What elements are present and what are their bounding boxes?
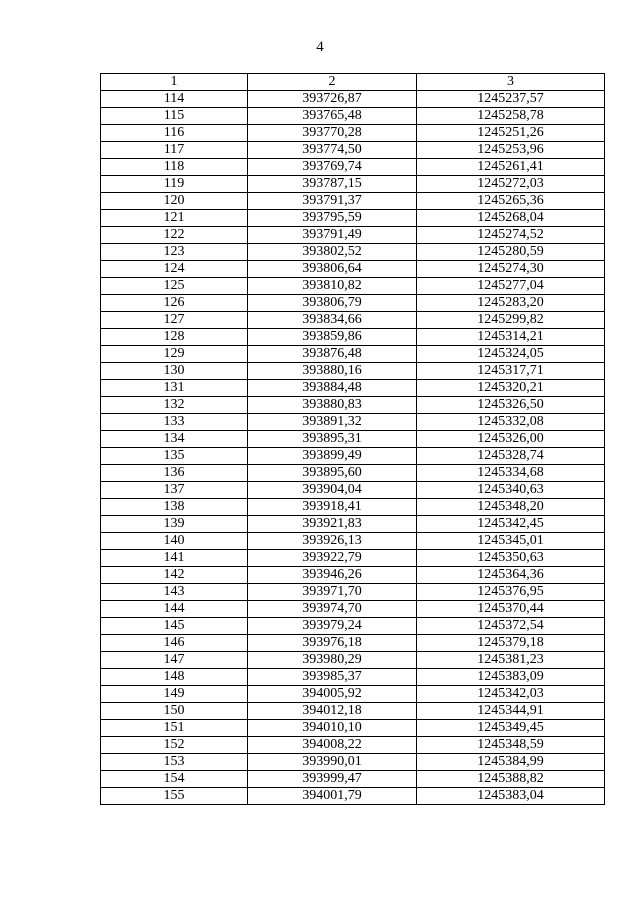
table-row <box>101 635 605 652</box>
y-coordinate-cell: 1245344,91 <box>417 703 605 720</box>
table-row <box>101 533 605 550</box>
table-row <box>101 448 605 465</box>
table-row <box>101 669 605 686</box>
table-row <box>101 363 605 380</box>
table-row <box>101 91 605 108</box>
x-coordinate-cell: 393859,86 <box>248 329 417 346</box>
y-coordinate-cell: 1245342,45 <box>417 516 605 533</box>
x-coordinate-cell: 393810,82 <box>248 278 417 295</box>
x-coordinate-cell: 393980,29 <box>248 652 417 669</box>
point-number-cell: 120 <box>101 193 248 210</box>
x-coordinate-cell: 393904,04 <box>248 482 417 499</box>
point-number-cell: 144 <box>101 601 248 618</box>
x-coordinate-cell: 393979,24 <box>248 618 417 635</box>
y-coordinate-cell: 1245261,41 <box>417 159 605 176</box>
table-row <box>101 142 605 159</box>
x-coordinate-cell: 393999,47 <box>248 771 417 788</box>
y-coordinate-cell: 1245314,21 <box>417 329 605 346</box>
point-number-cell: 133 <box>101 414 248 431</box>
table-row <box>101 346 605 363</box>
table-row <box>101 703 605 720</box>
table-row <box>101 159 605 176</box>
point-number-cell: 155 <box>101 788 248 805</box>
point-number-cell: 151 <box>101 720 248 737</box>
x-coordinate-cell: 393802,52 <box>248 244 417 261</box>
table-row <box>101 567 605 584</box>
y-coordinate-cell: 1245334,68 <box>417 465 605 482</box>
x-coordinate-cell: 393787,15 <box>248 176 417 193</box>
table-row <box>101 227 605 244</box>
y-coordinate-cell: 1245272,03 <box>417 176 605 193</box>
table-row <box>101 329 605 346</box>
table-row <box>101 584 605 601</box>
table-row <box>101 499 605 516</box>
point-number-cell: 146 <box>101 635 248 652</box>
point-number-cell: 131 <box>101 380 248 397</box>
point-number-cell: 154 <box>101 771 248 788</box>
point-number-cell: 152 <box>101 737 248 754</box>
x-coordinate-cell: 393946,26 <box>248 567 417 584</box>
x-coordinate-cell: 393891,32 <box>248 414 417 431</box>
x-coordinate-cell: 393985,37 <box>248 669 417 686</box>
point-number-cell: 114 <box>101 91 248 108</box>
point-number-cell: 128 <box>101 329 248 346</box>
table-row <box>101 465 605 482</box>
y-coordinate-cell: 1245370,44 <box>417 601 605 618</box>
point-number-cell: 138 <box>101 499 248 516</box>
table-row <box>101 652 605 669</box>
point-number-cell: 137 <box>101 482 248 499</box>
x-coordinate-cell: 393834,66 <box>248 312 417 329</box>
x-coordinate-cell: 393774,50 <box>248 142 417 159</box>
table-row <box>101 414 605 431</box>
table-row <box>101 380 605 397</box>
x-coordinate-cell: 393899,49 <box>248 448 417 465</box>
x-coordinate-cell: 393880,83 <box>248 397 417 414</box>
x-coordinate-cell: 393791,37 <box>248 193 417 210</box>
y-coordinate-cell: 1245350,63 <box>417 550 605 567</box>
x-coordinate-cell: 393791,49 <box>248 227 417 244</box>
y-coordinate-cell: 1245379,18 <box>417 635 605 652</box>
table-row <box>101 210 605 227</box>
y-coordinate-cell: 1245384,99 <box>417 754 605 771</box>
point-number-cell: 143 <box>101 584 248 601</box>
y-coordinate-cell: 1245345,01 <box>417 533 605 550</box>
point-number-cell: 140 <box>101 533 248 550</box>
y-coordinate-cell: 1245332,08 <box>417 414 605 431</box>
x-coordinate-cell: 393769,74 <box>248 159 417 176</box>
y-coordinate-cell: 1245326,00 <box>417 431 605 448</box>
y-coordinate-cell: 1245383,09 <box>417 669 605 686</box>
point-number-cell: 117 <box>101 142 248 159</box>
x-coordinate-cell: 393795,59 <box>248 210 417 227</box>
column-header-1: 1 <box>101 74 248 91</box>
x-coordinate-cell: 394012,18 <box>248 703 417 720</box>
y-coordinate-cell: 1245326,50 <box>417 397 605 414</box>
x-coordinate-cell: 394001,79 <box>248 788 417 805</box>
table-row <box>101 788 605 805</box>
point-number-cell: 136 <box>101 465 248 482</box>
header-row <box>101 74 605 91</box>
y-coordinate-cell: 1245340,63 <box>417 482 605 499</box>
table-row <box>101 618 605 635</box>
y-coordinate-cell: 1245372,54 <box>417 618 605 635</box>
x-coordinate-cell: 393765,48 <box>248 108 417 125</box>
y-coordinate-cell: 1245253,96 <box>417 142 605 159</box>
table-row <box>101 295 605 312</box>
y-coordinate-cell: 1245328,74 <box>417 448 605 465</box>
x-coordinate-cell: 393990,01 <box>248 754 417 771</box>
x-coordinate-cell: 393921,83 <box>248 516 417 533</box>
y-coordinate-cell: 1245364,36 <box>417 567 605 584</box>
point-number-cell: 124 <box>101 261 248 278</box>
x-coordinate-cell: 393926,13 <box>248 533 417 550</box>
x-coordinate-cell: 393770,28 <box>248 125 417 142</box>
table-row <box>101 737 605 754</box>
point-number-cell: 132 <box>101 397 248 414</box>
y-coordinate-cell: 1245349,45 <box>417 720 605 737</box>
table-row <box>101 397 605 414</box>
table-row <box>101 601 605 618</box>
y-coordinate-cell: 1245258,78 <box>417 108 605 125</box>
table-body <box>101 91 605 805</box>
point-number-cell: 123 <box>101 244 248 261</box>
y-coordinate-cell: 1245280,59 <box>417 244 605 261</box>
y-coordinate-cell: 1245324,05 <box>417 346 605 363</box>
table-row <box>101 550 605 567</box>
y-coordinate-cell: 1245251,26 <box>417 125 605 142</box>
point-number-cell: 134 <box>101 431 248 448</box>
y-coordinate-cell: 1245388,82 <box>417 771 605 788</box>
table-header <box>101 74 605 91</box>
y-coordinate-cell: 1245376,95 <box>417 584 605 601</box>
x-coordinate-cell: 393895,31 <box>248 431 417 448</box>
y-coordinate-cell: 1245265,36 <box>417 193 605 210</box>
x-coordinate-cell: 394010,10 <box>248 720 417 737</box>
x-coordinate-cell: 393895,60 <box>248 465 417 482</box>
y-coordinate-cell: 1245342,03 <box>417 686 605 703</box>
x-coordinate-cell: 393974,70 <box>248 601 417 618</box>
point-number-cell: 127 <box>101 312 248 329</box>
table-row <box>101 244 605 261</box>
y-coordinate-cell: 1245268,04 <box>417 210 605 227</box>
table-row <box>101 176 605 193</box>
point-number-cell: 126 <box>101 295 248 312</box>
point-number-cell: 139 <box>101 516 248 533</box>
table-row <box>101 278 605 295</box>
x-coordinate-cell: 394005,92 <box>248 686 417 703</box>
point-number-cell: 130 <box>101 363 248 380</box>
y-coordinate-cell: 1245320,21 <box>417 380 605 397</box>
point-number-cell: 147 <box>101 652 248 669</box>
point-number-cell: 118 <box>101 159 248 176</box>
y-coordinate-cell: 1245237,57 <box>417 91 605 108</box>
x-coordinate-cell: 393880,16 <box>248 363 417 380</box>
column-header-2: 2 <box>248 74 417 91</box>
y-coordinate-cell: 1245274,30 <box>417 261 605 278</box>
x-coordinate-cell: 393922,79 <box>248 550 417 567</box>
column-header-3: 3 <box>417 74 605 91</box>
x-coordinate-cell: 393884,48 <box>248 380 417 397</box>
x-coordinate-cell: 393876,48 <box>248 346 417 363</box>
y-coordinate-cell: 1245381,23 <box>417 652 605 669</box>
point-number-cell: 116 <box>101 125 248 142</box>
point-number-cell: 149 <box>101 686 248 703</box>
x-coordinate-cell: 394008,22 <box>248 737 417 754</box>
point-number-cell: 145 <box>101 618 248 635</box>
table-row <box>101 516 605 533</box>
table-row <box>101 482 605 499</box>
y-coordinate-cell: 1245277,04 <box>417 278 605 295</box>
x-coordinate-cell: 393971,70 <box>248 584 417 601</box>
point-number-cell: 141 <box>101 550 248 567</box>
y-coordinate-cell: 1245283,20 <box>417 295 605 312</box>
x-coordinate-cell: 393918,41 <box>248 499 417 516</box>
table-row <box>101 312 605 329</box>
point-number-cell: 150 <box>101 703 248 720</box>
y-coordinate-cell: 1245299,82 <box>417 312 605 329</box>
page-number: 4 <box>316 39 324 55</box>
table-row <box>101 431 605 448</box>
y-coordinate-cell: 1245348,59 <box>417 737 605 754</box>
point-number-cell: 135 <box>101 448 248 465</box>
x-coordinate-cell: 393726,87 <box>248 91 417 108</box>
point-number-cell: 115 <box>101 108 248 125</box>
point-number-cell: 122 <box>101 227 248 244</box>
point-number-cell: 148 <box>101 669 248 686</box>
point-number-cell: 119 <box>101 176 248 193</box>
table-row <box>101 686 605 703</box>
x-coordinate-cell: 393806,79 <box>248 295 417 312</box>
y-coordinate-cell: 1245317,71 <box>417 363 605 380</box>
y-coordinate-cell: 1245348,20 <box>417 499 605 516</box>
coordinates-table <box>100 73 605 805</box>
point-number-cell: 121 <box>101 210 248 227</box>
table-row <box>101 261 605 278</box>
table-row <box>101 754 605 771</box>
table-row <box>101 125 605 142</box>
point-number-cell: 125 <box>101 278 248 295</box>
table-row <box>101 193 605 210</box>
table-row <box>101 720 605 737</box>
x-coordinate-cell: 393976,18 <box>248 635 417 652</box>
table-row <box>101 108 605 125</box>
x-coordinate-cell: 393806,64 <box>248 261 417 278</box>
y-coordinate-cell: 1245383,04 <box>417 788 605 805</box>
point-number-cell: 142 <box>101 567 248 584</box>
table-row <box>101 771 605 788</box>
y-coordinate-cell: 1245274,52 <box>417 227 605 244</box>
point-number-cell: 129 <box>101 346 248 363</box>
point-number-cell: 153 <box>101 754 248 771</box>
